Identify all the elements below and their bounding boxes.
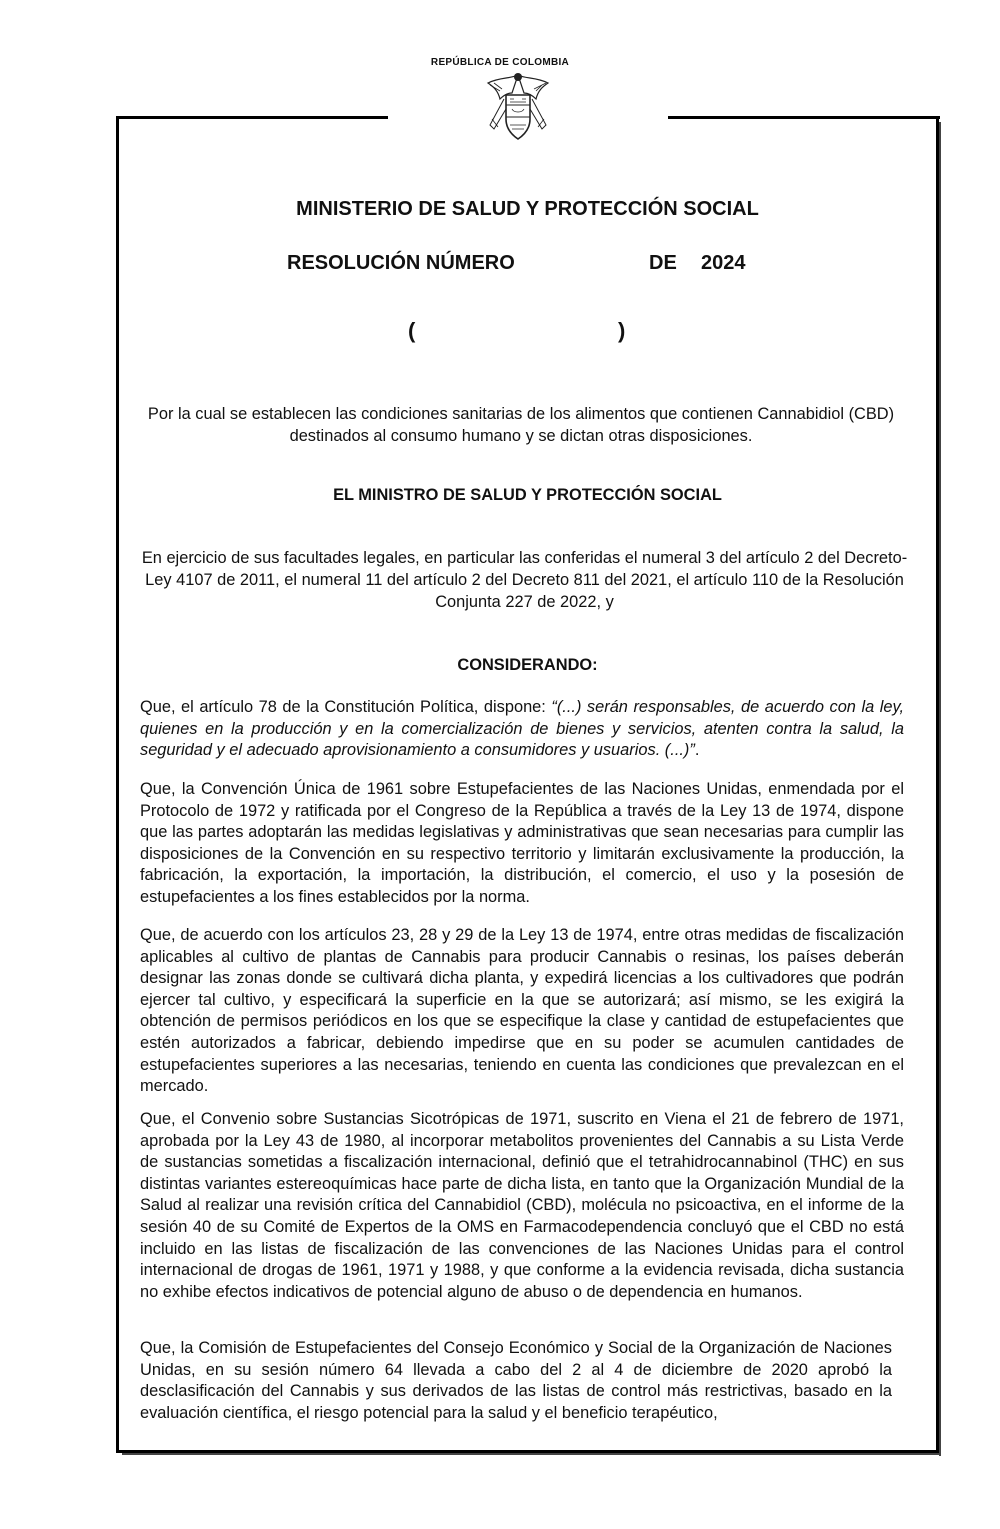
considering-paragraph-2: Que, la Convención Única de 1961 sobre Estupefacientes de las Naciones Unidas, enmendada por el Protocolo de 1972 y ratificada por el Congreso de la República a través de la Ley 13 de 1974, dispone que las partes adoptarán las medidas legislativas y administrativas que sean necesarias para cumplir las disposiciones de la Convención en su respectivo territorio y limitarán exclusivamente la producción, la fabricación, la exportación, la importación, la distribución, el comercio, el uso y la posesión de estupefacientes a los fines establecidos por la norma. bbox=[140, 780, 904, 906]
republic-header: REPÚBLICA DE COLOMBIA bbox=[430, 57, 570, 68]
paragraph-1-quote: “(...) serán responsables, de acuerdo con la ley, quienes en la producción y en la comercialización de bienes y servicios, atenten contra la salud, la seguridad y el adecuado aprovisionamiento a consumidores y usuarios. (...)” bbox=[140, 698, 905, 760]
legal-powers: En ejercicio de sus facultades legales, en particular las conferidas el numeral 3 del artículo 2 del Decreto-Ley 4107 de 2011, el numeral 11 del artículo 2 del Decreto 811 del 2021, el artículo 110 de la Resolución Conjunta 227 de 2022, y bbox=[141, 549, 908, 611]
frame-top-left bbox=[116, 116, 388, 119]
minister-heading: EL MINISTRO DE SALUD Y PROTECCIÓN SOCIAL bbox=[333, 486, 722, 504]
considering-heading: CONSIDERANDO: bbox=[457, 656, 598, 674]
paragraph-1-end: . bbox=[694, 741, 700, 760]
frame-left bbox=[116, 116, 119, 1453]
date-paren-close: ) bbox=[618, 318, 626, 343]
frame-shadow-right bbox=[939, 122, 941, 1456]
considering-paragraph-4: Que, el Convenio sobre Sustancias Sicotrópicas de 1971, suscrito en Viena el 21 de febrero de 1971, aprobada por la Ley 43 de 1980, al incorporar metabolitos provenientes del Cannabis a su Lista Verde de sustancias sometidas a fiscalización internacional, definió que el tetrahidrocannabinol (THC) en sus distintas variantes estereoquímicas hace parte de dicha lista, en tanto que la Organización Mundial de la Salud al realizar una revisión crítica del Cannabidiol (CBD), molécula no psicoactiva, en el informe de la sesión 40 de su Comité de Expertos de la OMS en Farmacodependencia concluyó que el CBD no está incluido en las listas de fiscalización de las convenciones de las Naciones Unidas para el control internacional de drogas de 1961, 1971 y 1988, y que conforme a la evidencia revisada, dicha sustancia no exhibe efectos indicativos de potencial alguno de abuso o de dependencia en humanos. bbox=[140, 1110, 904, 1301]
ministry-title: MINISTERIO DE SALUD Y PROTECCIÓN SOCIAL bbox=[296, 198, 759, 220]
resolution-year: 2024 bbox=[701, 252, 746, 274]
frame-shadow-bottom bbox=[122, 1453, 941, 1455]
frame-top-right bbox=[668, 116, 940, 119]
resolution-number-label: RESOLUCIÓN NÚMERO bbox=[287, 252, 515, 274]
coat-of-arms-icon bbox=[480, 69, 556, 145]
considering-paragraph-1 bbox=[140, 697, 904, 762]
considering-paragraph-5: Que, la Comisión de Estupefacientes del Consejo Económico y Social de la Organización de Naciones Unidas, en su sesión número 64 llevada a cabo del 2 al 4 de diciembre de 2020 aprobó la desclasificación del Cannabis y sus derivados de las listas de control más restrictivas, basado en la evaluación científica, el riesgo potencial para la salud y el beneficio terapéutico, bbox=[140, 1339, 892, 1422]
resolution-subject: Por la cual se establecen las condiciones sanitarias de los alimentos que contienen Cannabidiol (CBD) destinados al consumo humano y se dictan otras disposiciones. bbox=[147, 405, 895, 445]
date-paren-open: ( bbox=[408, 318, 416, 343]
considering-paragraph-3: Que, de acuerdo con los artículos 23, 28 y 29 de la Ley 13 de 1974, entre otras medidas de fiscalización aplicables al cultivo de plantas de Cannabis para producir Cannabis o resinas, los países deberán designar las zonas donde se cultivará dicha planta, y expedirá licencias a los cultivadores que podrán ejercer tal cultivo, y especificará la superficie en la que se autorizará; así mismo, se les exigirá la obtención de permisos periódicos en los que se especifique la clase y cantidad de estupefacientes que estén autorizados a fabricar, debiendo impedirse que en su poder se acumulen cantidades de estupefacientes superiores a las necesarias, teniendo en cuenta las condiciones que prevalezcan en el mercado. bbox=[140, 926, 904, 1096]
paragraph-1-intro: Que, el artículo 78 de la Constitución Política, dispone: bbox=[140, 698, 552, 716]
resolution-de-label: DE bbox=[649, 252, 677, 274]
